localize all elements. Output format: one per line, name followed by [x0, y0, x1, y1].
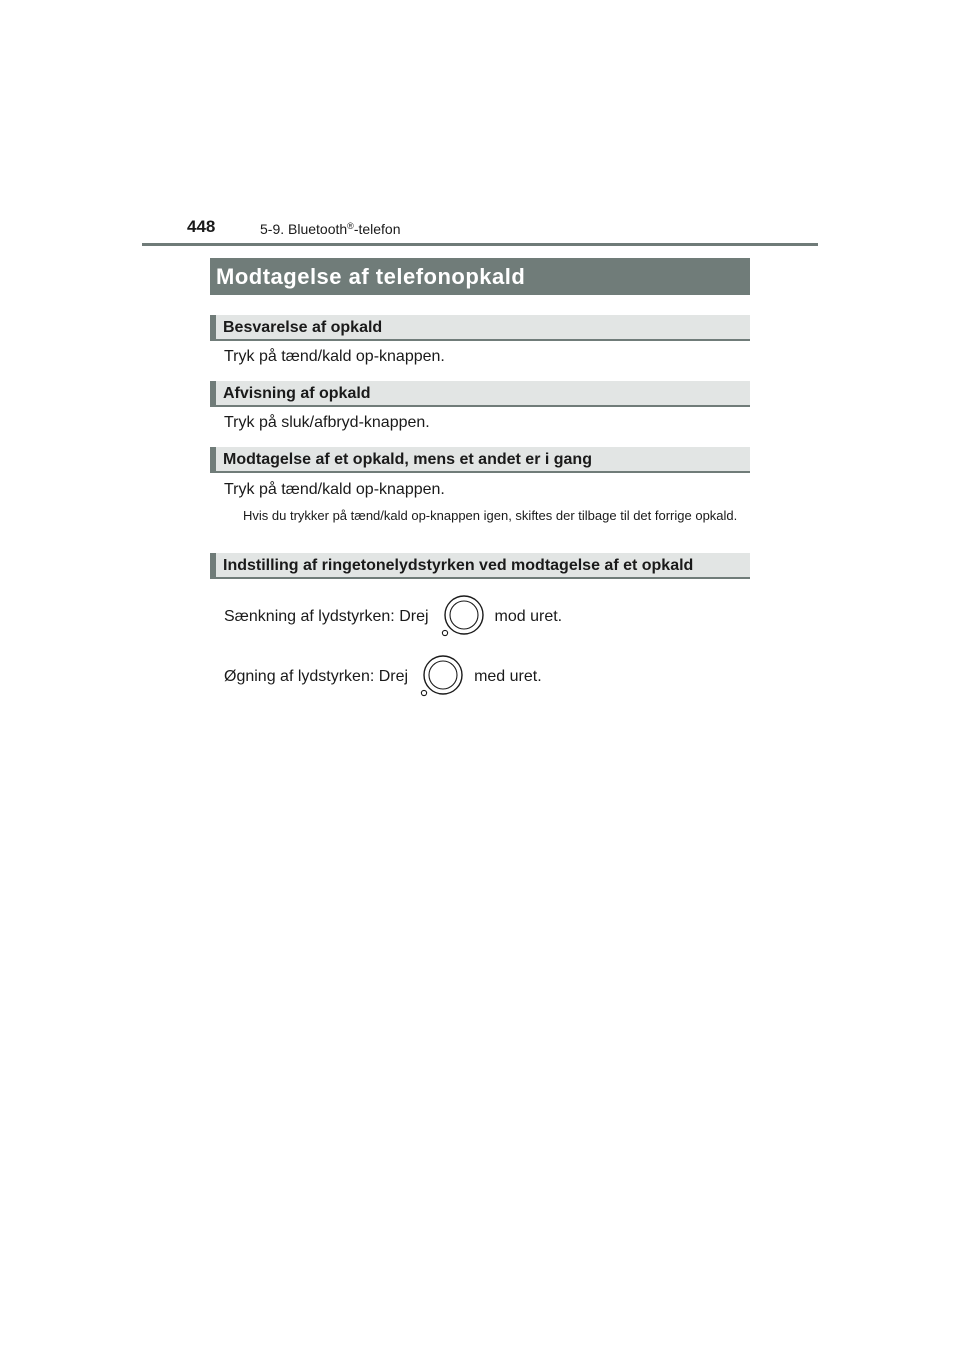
reject-call-text: Tryk på sluk/afbryd-knappen.	[224, 414, 430, 431]
registered-mark: ®	[347, 221, 354, 231]
chapter-header	[260, 221, 401, 237]
decrease-volume-text: Sænkning af lydstyrken: Drej	[224, 608, 429, 625]
section-title: Modtagelse af telefonopkald	[210, 258, 750, 295]
decrease-volume-direction: mod uret.	[494, 608, 563, 625]
call-waiting-text: Tryk på tænd/kald op-knappen.	[224, 481, 445, 498]
increase-volume-line	[224, 654, 542, 700]
volume-knob-icon	[418, 654, 464, 700]
subheading-call-waiting: Modtagelse af et opkald, mens et andet er i gang	[210, 447, 750, 473]
subheading-ringtone-volume: Indstilling af ringetonelydstyrken ved modtagelse af et opkald	[210, 553, 750, 579]
header-rule	[142, 243, 818, 246]
subheading-reject-call: Afvisning af opkald	[210, 381, 750, 407]
volume-knob-icon	[439, 594, 485, 640]
call-waiting-note: Hvis du trykker på tænd/kald op-knappen igen, skiftes der tilbage til det forrige opkald.	[243, 508, 738, 523]
answer-call-text: Tryk på tænd/kald op-knappen.	[224, 348, 445, 365]
increase-volume-text: Øgning af lydstyrken: Drej	[224, 668, 409, 685]
chapter-prefix: 5-9. Bluetooth	[260, 221, 348, 237]
page-number: 448	[187, 217, 216, 236]
subheading-answer-call: Besvarelse af opkald	[210, 315, 750, 341]
increase-volume-direction: med uret.	[474, 668, 542, 685]
decrease-volume-line	[224, 594, 562, 640]
chapter-suffix: -telefon	[353, 221, 401, 237]
